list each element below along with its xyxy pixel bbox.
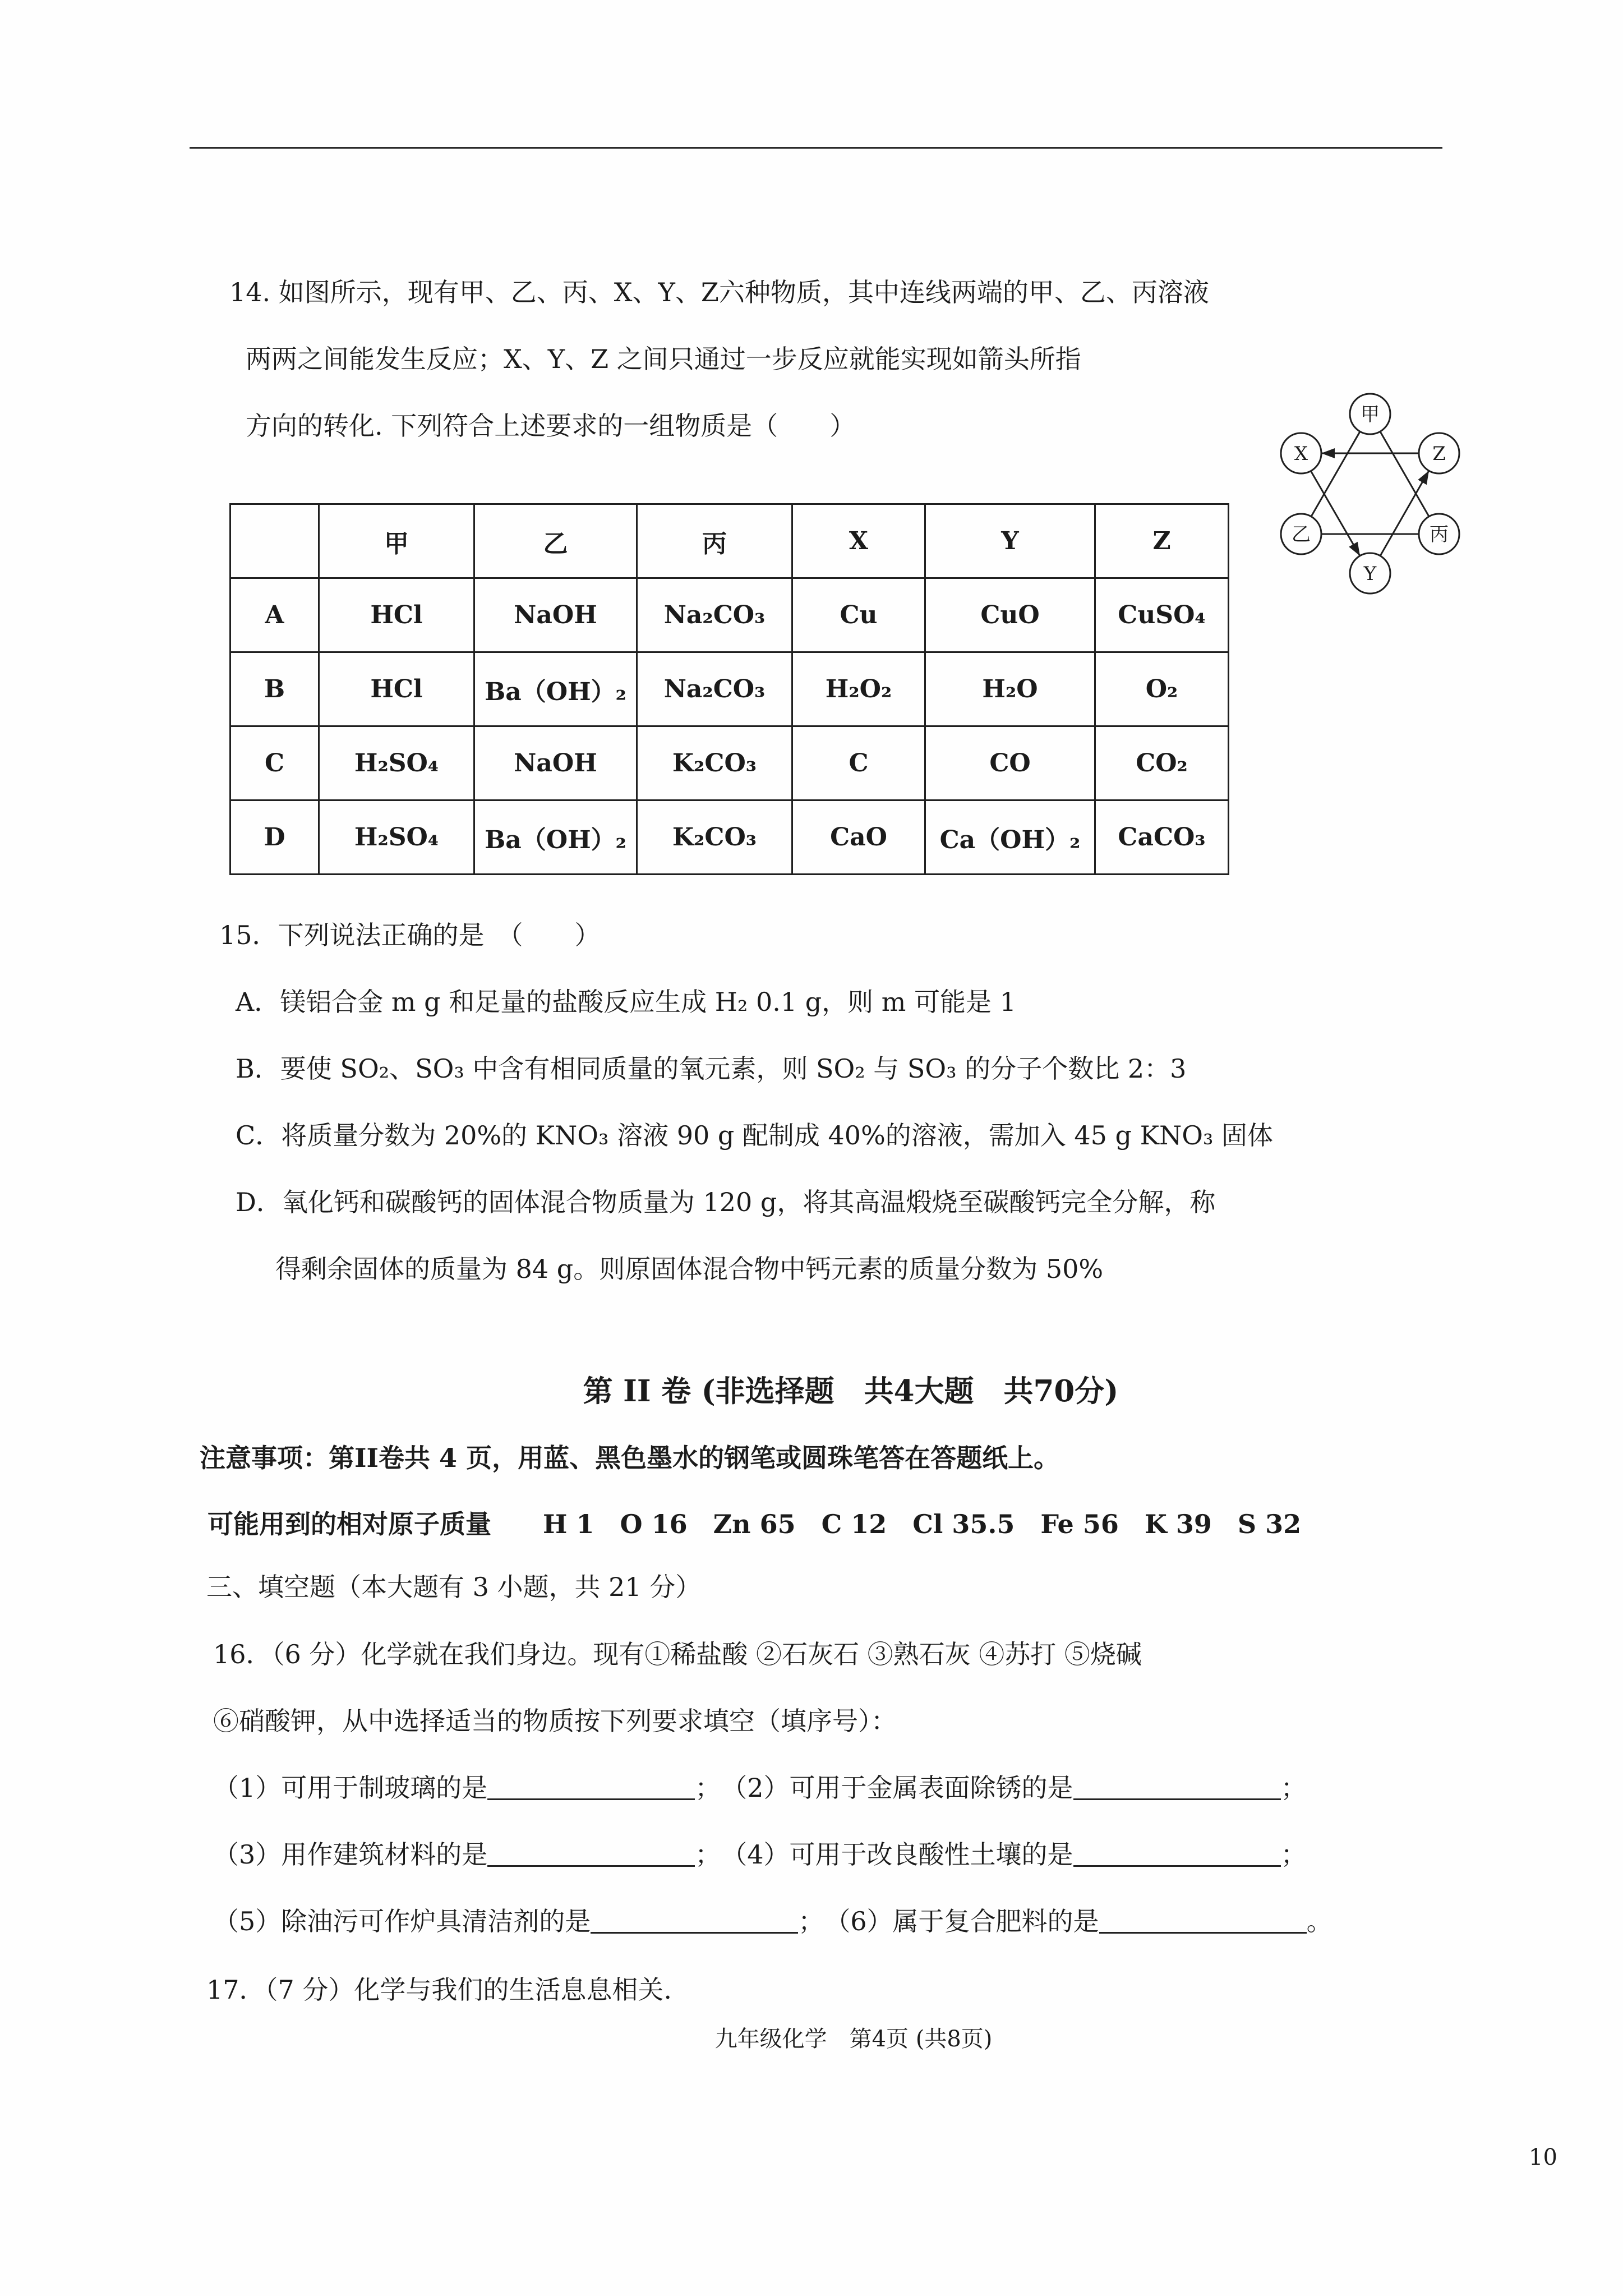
q16-item-6-label: （6）属于复合肥料的是: [837, 1906, 1099, 1936]
table-corner-cell: [230, 504, 319, 578]
cell: HCl: [319, 652, 474, 726]
cell: Ca（OH）₂: [925, 800, 1095, 875]
cell: H₂O₂: [792, 652, 925, 726]
q16-blank-3: [487, 1843, 695, 1867]
cell: CuSO₄: [1095, 578, 1229, 652]
fill-in-section-header: 三、填空题（本大题有 3 小题，共 21 分）: [206, 1572, 702, 1602]
q15-stem: 15．下列说法正确的是 （ ）: [219, 920, 601, 950]
node-label-jia: 甲: [1361, 403, 1380, 426]
q16-blank-5: [591, 1910, 798, 1934]
q14-line-1: 14. 如图所示，现有甲、乙、丙、X、Y、Z六种物质，其中连线两端的甲、乙、丙溶液: [229, 277, 1209, 307]
table-header-row: [230, 504, 1229, 578]
col-header-y: Y: [925, 504, 1095, 578]
cell: Ba（OH）₂: [474, 652, 637, 726]
cell: Na₂CO₃: [637, 578, 792, 652]
node-label-yi: 乙: [1292, 523, 1311, 546]
col-header-yi: 乙: [474, 504, 637, 578]
q16-line-1: 16．（6 分）化学就在我们身边。现有①稀盐酸 ②石灰石 ③熟石灰 ④苏打 ⑤烧碱: [213, 1639, 1142, 1669]
q16-item-4-punct: ；: [1280, 1839, 1307, 1870]
cell: CuO: [925, 578, 1095, 652]
col-header-z: Z: [1095, 504, 1229, 578]
row-label: B: [230, 652, 319, 726]
table-row-d: [230, 800, 1229, 875]
q16-item-5-punct: ；: [798, 1906, 824, 1936]
q14-diagram: [1261, 381, 1479, 608]
col-header-x: X: [792, 504, 925, 578]
q14-line-3: 方向的转化. 下列符合上述要求的一组物质是（ ）: [246, 411, 856, 441]
atomic-masses: 可能用到的相对原子质量 H 1 O 16 Zn 65 C 12 Cl 35.5 Fe 56 K 39 S 32: [208, 1509, 1302, 1539]
q16-item-3-label: （3）用作建筑材料的是: [213, 1839, 488, 1870]
cell: NaOH: [474, 726, 637, 800]
q16-blank-1: [487, 1776, 695, 1800]
q16-item-1-punct: ；: [695, 1773, 721, 1803]
table-row-b: [230, 652, 1229, 726]
cell: HCl: [319, 578, 474, 652]
node-label-x: X: [1294, 443, 1308, 465]
q16-item-5-label: （5）除油污可作炉具清洁剂的是: [213, 1906, 591, 1936]
question-14: [229, 259, 1209, 459]
q16-item-2-label: （2）可用于金属表面除锈的是: [734, 1773, 1073, 1803]
cell: O₂: [1095, 652, 1229, 726]
row-label: D: [230, 800, 319, 875]
q14-line-2: 两两之间能发生反应；X、Y、Z 之间只通过一步反应就能实现如箭头所指: [246, 344, 1081, 374]
q16-item-2-punct: ；: [1280, 1773, 1307, 1803]
cell: NaOH: [474, 578, 637, 652]
cell: H₂O: [925, 652, 1095, 726]
q15-option-d-cont: 得剩余固体的质量为 84 g。则原固体混合物中钙元素的质量分数为 50%: [275, 1254, 1104, 1284]
q16-blank-row-1: [213, 1755, 1332, 1821]
q14-table-wrap: [229, 503, 1229, 875]
col-header-bing: 丙: [637, 504, 792, 578]
row-label: A: [230, 578, 319, 652]
q16-item-4-label: （4）可用于改良酸性土壤的是: [734, 1839, 1073, 1870]
cell: K₂CO₃: [637, 726, 792, 800]
q16-blank-row-3: [213, 1888, 1332, 1955]
q16-blank-6: [1099, 1910, 1307, 1934]
cell: H₂SO₄: [319, 726, 474, 800]
q16-item-1-label: （1）可用于制玻璃的是: [213, 1773, 488, 1803]
hexagon-reaction-diagram: [1261, 381, 1479, 606]
q15-option-b: B．要使 SO₂、SO₃ 中含有相同质量的氧元素，则 SO₂ 与 SO₃ 的分子个数比 2：3: [236, 1053, 1187, 1084]
q16-item-6-punct: 。: [1306, 1906, 1332, 1936]
page-footer: 九年级化学 第4页 (共8页): [714, 2026, 993, 2052]
question-15: [219, 902, 1273, 1303]
cell: CO₂: [1095, 726, 1229, 800]
q15-option-d: D．氧化钙和碳酸钙的固体混合物质量为 120 g，将其高温煅烧至碳酸钙完全分解，称: [236, 1187, 1216, 1217]
table-row-c: [230, 726, 1229, 800]
question-17: 17．（7 分）化学与我们的生活息息相关.: [206, 1975, 672, 2005]
cell: K₂CO₃: [637, 800, 792, 875]
cell: CO: [925, 726, 1095, 800]
node-label-z: Z: [1432, 443, 1446, 465]
q15-option-a: A．镁铝合金 m g 和足量的盐酸反应生成 H₂ 0.1 g，则 m 可能是 1: [236, 987, 1016, 1017]
cell: Ba（OH）₂: [474, 800, 637, 875]
cell: CaCO₃: [1095, 800, 1229, 875]
question-16: [213, 1621, 1332, 1955]
cell: CaO: [792, 800, 925, 875]
notice: 注意事项：第II卷共 4 页，用蓝、黑色墨水的钢笔或圆珠笔答在答题纸上。: [200, 1443, 1060, 1473]
cell: Cu: [792, 578, 925, 652]
q16-blank-4: [1073, 1843, 1281, 1867]
q16-blank-row-2: [213, 1821, 1332, 1888]
col-header-jia: 甲: [319, 504, 474, 578]
table-row-a: [230, 578, 1229, 652]
q16-blank-2: [1073, 1776, 1281, 1800]
q15-option-c: C．将质量分数为 20%的 KNO₃ 溶液 90 g 配制成 40%的溶液，需加入 45 g KNO₃ 固体: [236, 1120, 1274, 1151]
section-2-title: 第 II 卷 (非选择题 共4大题 共70分): [583, 1374, 1119, 1409]
cell: C: [792, 726, 925, 800]
cell: Na₂CO₃: [637, 652, 792, 726]
q16-item-3-punct: ；: [695, 1839, 721, 1870]
page-number: 10: [1529, 2145, 1557, 2170]
row-label: C: [230, 726, 319, 800]
cell: H₂SO₄: [319, 800, 474, 875]
node-label-bing: 丙: [1430, 523, 1449, 546]
top-rule: [190, 147, 1442, 149]
q16-line-2: ⑥硝酸钾，从中选择适当的物质按下列要求填空（填序号）：: [213, 1706, 897, 1736]
q14-table: [229, 503, 1229, 875]
node-label-y: Y: [1363, 563, 1377, 585]
